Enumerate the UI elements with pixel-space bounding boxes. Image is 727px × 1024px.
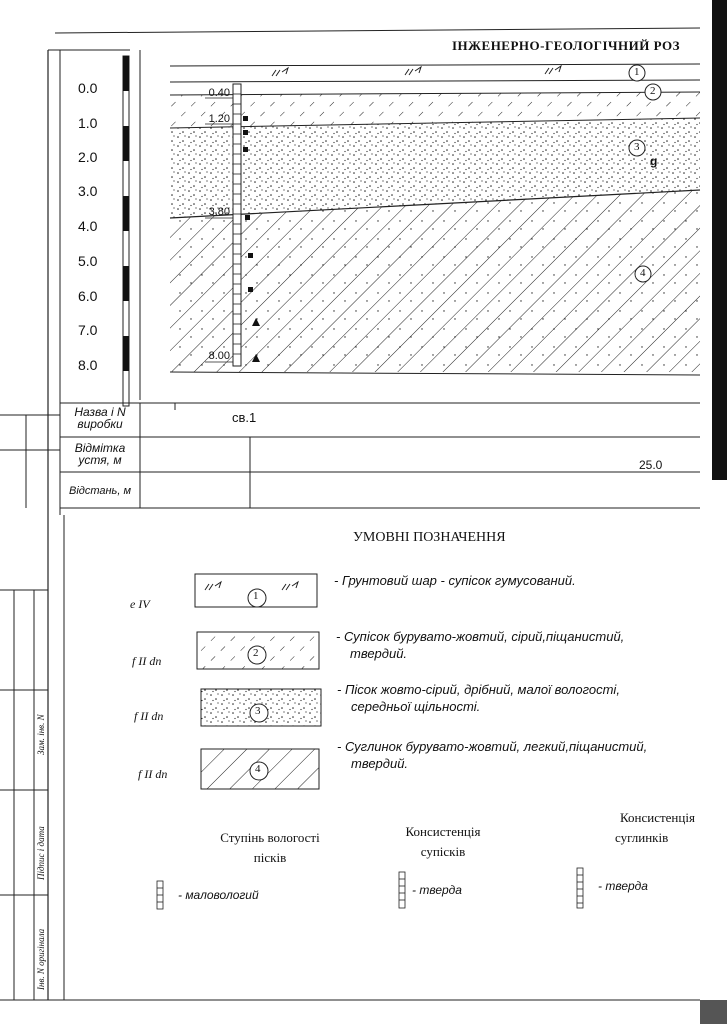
elevation-row-label: Відмітка устя, м <box>74 441 126 467</box>
legend-title: УМОВНІ ПОЗНАЧЕННЯ <box>353 530 506 545</box>
legend-code: f II dn <box>138 767 168 781</box>
section-title: ІНЖЕНЕРНО-ГЕОЛОГІЧНИЙ РОЗ <box>452 38 680 53</box>
sand-moisture-value: - маловологий <box>178 888 259 902</box>
scale-mark: 1.0 <box>78 115 98 131</box>
legend-code: f II dn <box>134 709 164 723</box>
depth-label: 1.20 <box>208 113 230 125</box>
depth-label: 8.00 <box>208 350 230 362</box>
name-row-label: Назва і N виробки <box>74 405 126 431</box>
legend-number: 1 <box>253 590 259 602</box>
scale-mark: 5.0 <box>78 253 98 269</box>
layer-number: 2 <box>650 85 656 97</box>
stamp-label: Зам. інв. N <box>36 714 46 755</box>
depth-label: 0.40 <box>208 87 230 99</box>
well-name: св.1 <box>232 410 257 425</box>
layer-number: 3 <box>634 141 640 153</box>
scale-mark: 2.0 <box>78 149 98 165</box>
layer-symbol: g <box>650 154 658 168</box>
scale-mark: 8.0 <box>78 357 98 373</box>
loam-consistency-value: - тверда <box>598 879 648 893</box>
layer-number: 1 <box>634 66 640 78</box>
legend-description: - Суглинок бурувато-жовтий, легкий,піщанистий, твердий. <box>337 739 648 771</box>
scale-mark: 3.0 <box>78 183 98 199</box>
legend-number: 4 <box>255 763 261 775</box>
stamp-label: Підпис і дата <box>36 826 46 880</box>
stamp-label: Інв. N оригінала <box>36 928 46 990</box>
scale-mark: 0.0 <box>78 80 98 96</box>
layer-number: 4 <box>640 267 646 279</box>
legend-number: 2 <box>253 647 259 659</box>
sandy-loam-consistency-title: Консистенція супісків <box>405 824 481 859</box>
distance-row-label: Відстань, м <box>68 485 131 497</box>
scale-mark: 4.0 <box>78 218 98 234</box>
legend-number: 3 <box>255 705 261 717</box>
scale-mark: 7.0 <box>78 322 98 338</box>
legend-description: - Супісок бурувато-жовтий, сірий,піщанистий, твердий. <box>336 629 625 661</box>
sand-moisture-title: Ступінь вологості пісків <box>220 830 320 865</box>
depth-label: 3.80 <box>208 206 230 218</box>
loam-consistency-title: Консистенція суглинків <box>615 810 695 845</box>
legend-description: - Пісок жовто-сірий, дрібний, малої вологості, середньої щільності. <box>337 682 620 714</box>
legend-code: f II dn <box>132 654 162 668</box>
legend-description: - Грунтовий шар - супісок гумусований. <box>334 573 576 588</box>
legend-code: e IV <box>130 597 150 611</box>
distance-value: 25.0 <box>639 458 663 472</box>
sandy-loam-consistency-value: - тверда <box>412 883 462 897</box>
scale-mark: 6.0 <box>78 288 98 304</box>
